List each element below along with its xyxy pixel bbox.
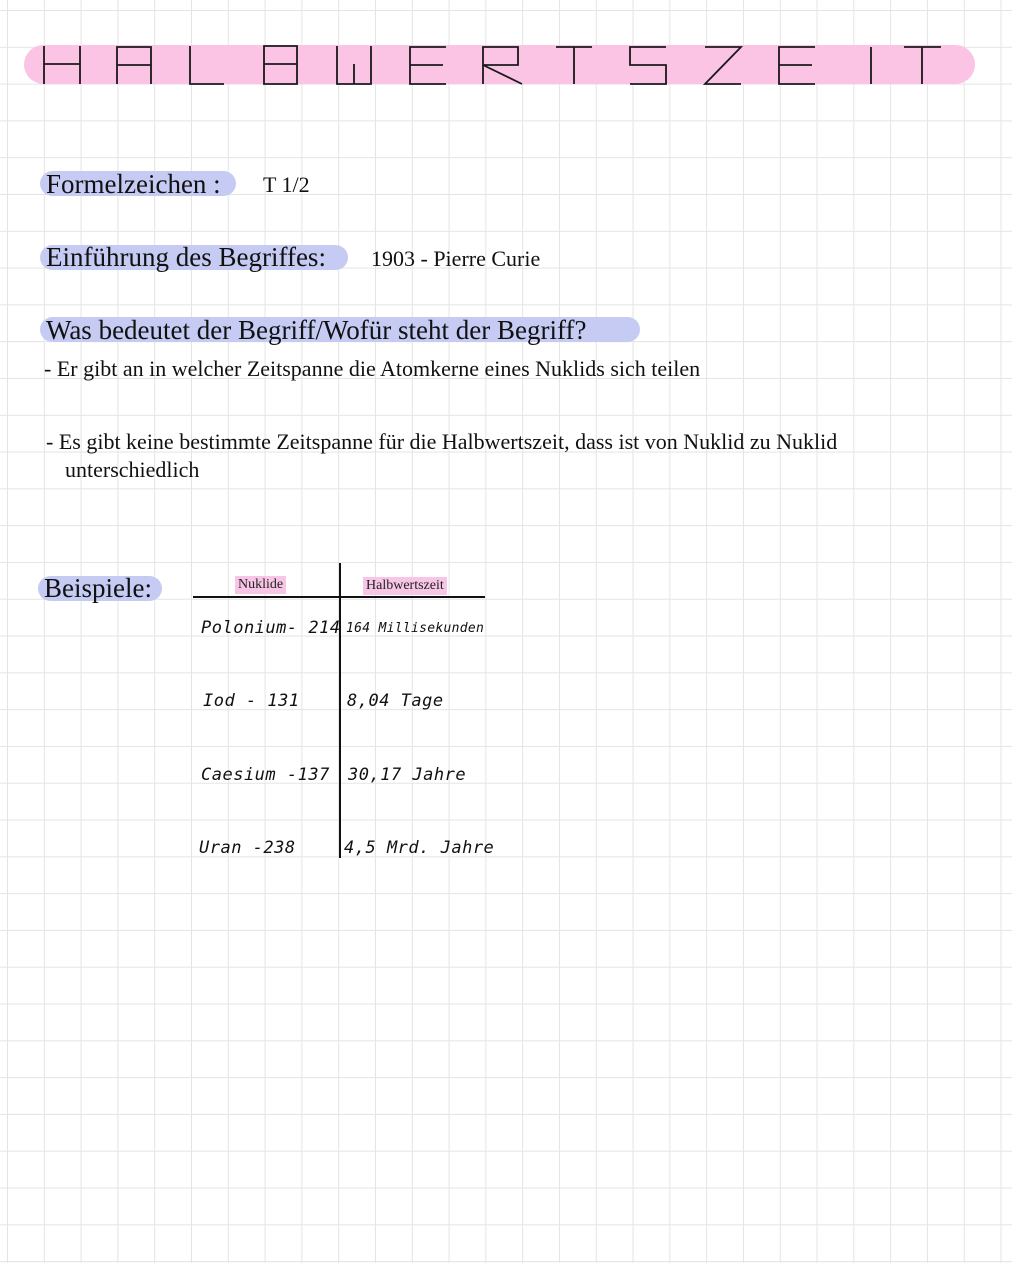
table-header-halbwertszeit: Halbwertszeit [363,577,447,595]
bedeutung-label: Was bedeutet der Begriff/Wofür steht der Begriff? [46,315,587,345]
bedeutung-point-2: - Es gibt keine bestimmte Zeitspanne für die Halbwertszeit, dass ist von Nuklid zu Nuklid [46,429,838,454]
formelzeichen-value: T 1/2 [263,172,310,197]
bedeutung-point-1: - Er gibt an in welcher Zeitspanne die Atomkerne eines Nuklids sich teilen [44,356,701,381]
table-row-3-nuklid: Caesium -137 [201,765,330,785]
table-row-3-halbwertszeit: 30,17 Jahre [348,765,467,785]
table-header-nuklide: Nuklide [235,576,286,594]
table-row-2-halbwertszeit: 8,04 Tage [347,691,444,711]
bedeutung-point-2-continued: unterschiedlich [65,457,200,482]
table-row-1-nuklid: Polonium- 214 [201,618,341,638]
table-row-4-nuklid: Uran -238 [199,838,296,858]
table-row-4-halbwertszeit: 4,5 Mrd. Jahre [344,838,495,858]
formelzeichen-label: Formelzeichen : [46,169,221,199]
einfuehrung-value: 1903 - Pierre Curie [371,246,541,271]
title-lettering [0,0,1012,100]
einfuehrung-label: Einführung des Begriffes: [46,242,326,272]
beispiele-label: Beispiele: [44,573,152,603]
table-row-2-nuklid: Iod - 131 [203,691,300,711]
table-row-1-halbwertszeit: 164 Millisekunden [346,621,485,636]
table-column-divider [339,563,341,858]
